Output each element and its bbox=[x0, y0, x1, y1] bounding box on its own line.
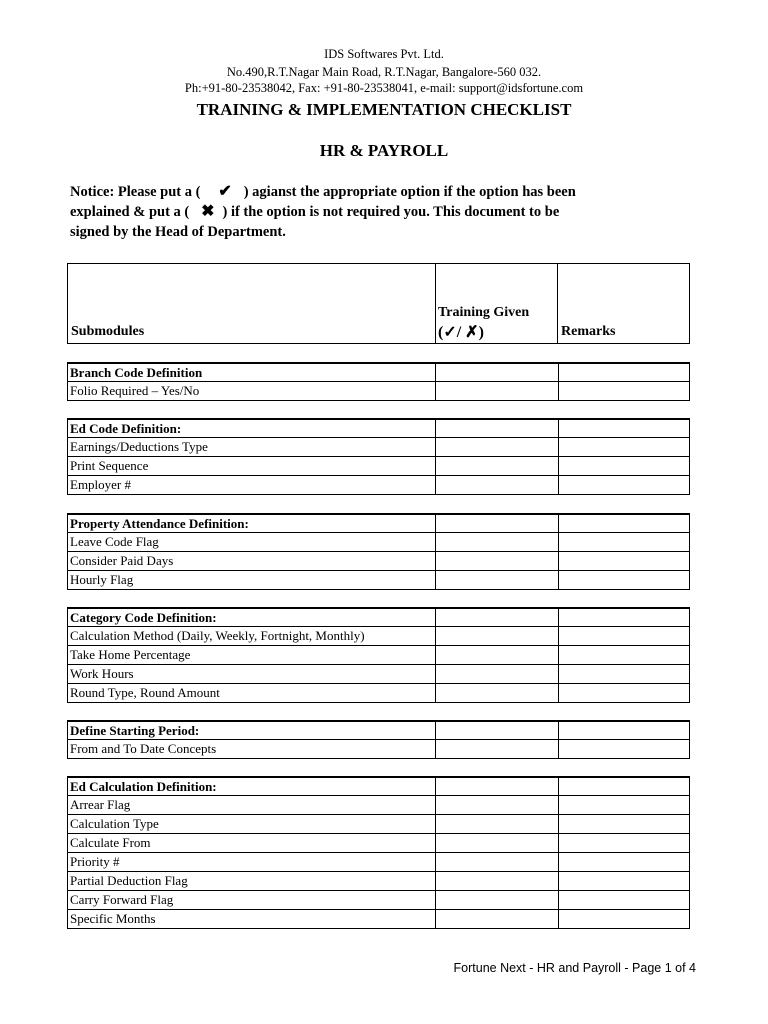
remarks-cell[interactable] bbox=[558, 910, 689, 928]
training-given-cell[interactable] bbox=[435, 665, 558, 683]
section-ed-calculation bbox=[67, 776, 690, 929]
table-row bbox=[67, 382, 690, 401]
remarks-cell[interactable] bbox=[558, 891, 689, 909]
item-label: Arrear Flag bbox=[70, 797, 131, 812]
header-label-training-given: Training Given bbox=[438, 305, 530, 320]
notice-line-2 bbox=[70, 202, 670, 222]
table-row bbox=[67, 571, 690, 590]
item-label: Take Home Percentage bbox=[70, 647, 191, 662]
item-label: Earnings/Deductions Type bbox=[70, 439, 208, 454]
table-row bbox=[67, 627, 690, 646]
table-row bbox=[67, 533, 690, 552]
training-given-cell[interactable] bbox=[435, 552, 558, 570]
company-name: IDS Softwares Pvt. Ltd. bbox=[324, 47, 444, 61]
training-given-cell[interactable] bbox=[435, 571, 558, 589]
table-row bbox=[67, 457, 690, 476]
header-label-submodules: Submodules bbox=[71, 324, 145, 339]
section-title-row bbox=[67, 418, 690, 438]
remarks-cell[interactable] bbox=[558, 665, 689, 683]
remarks-cell[interactable] bbox=[558, 834, 689, 852]
document-title: TRAINING & IMPLEMENTATION CHECKLIST bbox=[196, 100, 572, 119]
section-property-attendance bbox=[67, 513, 690, 590]
remarks-cell[interactable] bbox=[558, 457, 689, 475]
remarks-cell[interactable] bbox=[558, 420, 689, 437]
remarks-cell[interactable] bbox=[558, 853, 689, 871]
notice-text: ) if the option is not required you. This document to be bbox=[222, 204, 560, 220]
training-given-cell[interactable] bbox=[435, 778, 558, 795]
training-given-cell[interactable] bbox=[435, 364, 558, 381]
remarks-cell[interactable] bbox=[558, 646, 689, 664]
header-label-remarks: Remarks bbox=[561, 324, 616, 339]
remarks-cell[interactable] bbox=[558, 796, 689, 814]
header-cell-remarks bbox=[557, 263, 690, 344]
item-label: Carry Forward Flag bbox=[70, 892, 174, 907]
page-footer: Fortune Next - HR and Payroll - Page 1 of 4 bbox=[453, 961, 696, 975]
notice-line-1 bbox=[70, 182, 670, 202]
check-icon: ✔ bbox=[218, 183, 232, 200]
item-label: Work Hours bbox=[70, 666, 134, 681]
section-title-row bbox=[67, 362, 690, 382]
table-row bbox=[67, 815, 690, 834]
item-label: Leave Code Flag bbox=[70, 534, 159, 549]
training-given-cell[interactable] bbox=[435, 796, 558, 814]
remarks-cell[interactable] bbox=[558, 684, 689, 702]
training-given-cell[interactable] bbox=[435, 853, 558, 871]
training-given-cell[interactable] bbox=[435, 891, 558, 909]
section-title: Ed Code Definition: bbox=[70, 421, 182, 436]
table-row bbox=[67, 796, 690, 815]
remarks-cell[interactable] bbox=[558, 364, 689, 381]
remarks-cell[interactable] bbox=[558, 872, 689, 890]
remarks-cell[interactable] bbox=[558, 815, 689, 833]
table-row bbox=[67, 476, 690, 495]
table-row bbox=[67, 834, 690, 853]
company-address: No.490,R.T.Nagar Main Road, R.T.Nagar, Bangalore-560 032. bbox=[226, 65, 542, 79]
training-given-cell[interactable] bbox=[435, 910, 558, 928]
training-given-cell[interactable] bbox=[435, 533, 558, 551]
training-given-cell[interactable] bbox=[435, 515, 558, 532]
item-label: Calculate From bbox=[70, 835, 151, 850]
section-title: Branch Code Definition bbox=[70, 365, 203, 380]
notice-text: explained & put a ( bbox=[70, 204, 190, 220]
section-branch-code bbox=[67, 362, 690, 401]
item-label: Hourly Flag bbox=[70, 572, 134, 587]
training-given-cell[interactable] bbox=[435, 646, 558, 664]
remarks-cell[interactable] bbox=[558, 533, 689, 551]
table-row bbox=[67, 646, 690, 665]
table-row bbox=[67, 891, 690, 910]
remarks-cell[interactable] bbox=[558, 778, 689, 795]
item-label: Employer # bbox=[70, 477, 132, 492]
item-label: Calculation Type bbox=[70, 816, 159, 831]
section-title: Define Starting Period: bbox=[70, 723, 200, 738]
remarks-cell[interactable] bbox=[558, 476, 689, 494]
training-given-cell[interactable] bbox=[435, 457, 558, 475]
remarks-cell[interactable] bbox=[558, 740, 689, 758]
section-title: Ed Calculation Definition: bbox=[70, 779, 217, 794]
document-subtitle: HR & PAYROLL bbox=[319, 141, 449, 160]
notice-line-3: signed by the Head of Department. bbox=[70, 224, 286, 240]
section-category-code bbox=[67, 607, 690, 703]
cross-icon: ✖ bbox=[201, 203, 215, 220]
company-contact: Ph:+91-80-23538042, Fax: +91-80-23538041, e-mail: support@idsfortune.com bbox=[184, 81, 584, 95]
item-label: Partial Deduction Flag bbox=[70, 873, 188, 888]
header-cell-submodules bbox=[67, 263, 436, 344]
table-row bbox=[67, 684, 690, 703]
section-title-row bbox=[67, 776, 690, 796]
remarks-cell[interactable] bbox=[558, 627, 689, 645]
notice-text: Notice: Please put a ( bbox=[70, 184, 201, 200]
section-title: Category Code Definition: bbox=[70, 610, 217, 625]
training-given-cell[interactable] bbox=[435, 684, 558, 702]
table-row bbox=[67, 665, 690, 684]
item-label: From and To Date Concepts bbox=[70, 741, 217, 756]
item-label: Print Sequence bbox=[70, 458, 149, 473]
table-row bbox=[67, 740, 690, 759]
table-row bbox=[67, 552, 690, 571]
remarks-cell[interactable] bbox=[558, 382, 689, 400]
section-title-row bbox=[67, 513, 690, 533]
header-cell-training-given bbox=[435, 263, 558, 344]
table-row bbox=[67, 872, 690, 891]
training-given-cell[interactable] bbox=[435, 420, 558, 437]
section-title-row bbox=[67, 607, 690, 627]
training-given-cell[interactable] bbox=[435, 627, 558, 645]
remarks-cell[interactable] bbox=[558, 552, 689, 570]
section-ed-code bbox=[67, 418, 690, 495]
training-given-cell[interactable] bbox=[435, 872, 558, 890]
remarks-cell[interactable] bbox=[558, 438, 689, 456]
table-row bbox=[67, 853, 690, 872]
notice-text: ) agianst the appropriate option if the option has been bbox=[243, 184, 576, 200]
training-given-cell[interactable] bbox=[435, 815, 558, 833]
item-label: Priority # bbox=[70, 854, 120, 869]
remarks-cell[interactable] bbox=[558, 722, 689, 739]
section-starting-period bbox=[67, 720, 690, 759]
remarks-cell[interactable] bbox=[558, 571, 689, 589]
remarks-cell[interactable] bbox=[558, 609, 689, 626]
item-label: Specific Months bbox=[70, 911, 156, 926]
section-title: Property Attendance Definition: bbox=[70, 516, 249, 531]
training-given-cell[interactable] bbox=[435, 382, 558, 400]
training-given-cell[interactable] bbox=[435, 609, 558, 626]
training-given-cell[interactable] bbox=[435, 476, 558, 494]
item-label: Round Type, Round Amount bbox=[70, 685, 220, 700]
training-given-cell[interactable] bbox=[435, 722, 558, 739]
training-given-cell[interactable] bbox=[435, 740, 558, 758]
table-row bbox=[67, 438, 690, 457]
item-label: Folio Required – Yes/No bbox=[70, 383, 200, 398]
training-given-cell[interactable] bbox=[435, 834, 558, 852]
header-label-check-cross-icon: (✓/ ✗) bbox=[438, 324, 484, 341]
training-given-cell[interactable] bbox=[435, 438, 558, 456]
item-label: Consider Paid Days bbox=[70, 553, 174, 568]
table-row bbox=[67, 910, 690, 929]
remarks-cell[interactable] bbox=[558, 515, 689, 532]
section-title-row bbox=[67, 720, 690, 740]
item-label: Calculation Method (Daily, Weekly, Fortnight, Monthly) bbox=[70, 628, 365, 643]
